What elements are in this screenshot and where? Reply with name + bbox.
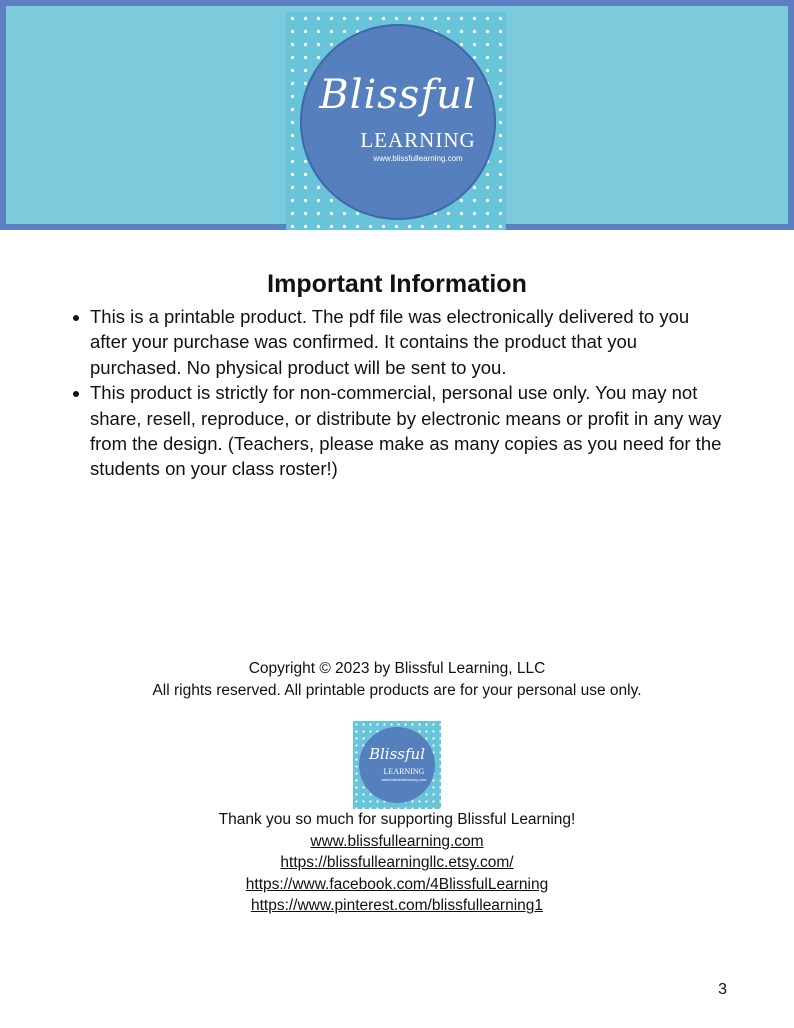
info-item-printable: This is a printable product. The pdf file was electronically delivered to you after your purchase was confirmed. It contains the product that you purchased. No physical product will be sent to you.	[90, 304, 730, 380]
copyright-block	[0, 658, 794, 702]
logo-url-text: www.blissfullearning.com	[373, 154, 463, 163]
facebook-link[interactable]: https://www.facebook.com/4BlissfulLearning	[245, 875, 549, 893]
small-logo	[353, 721, 441, 809]
info-item-usage: This product is strictly for non-commercial, personal use only. You may not share, resell, reproduce, or distribute by electronic means or profit in any way from the design. (Teachers, please make as many copies as you need for the students on your class roster!)	[90, 380, 730, 482]
small-logo-circle	[359, 727, 435, 803]
page-number: 3	[718, 981, 727, 998]
logo-script-text: Blissful	[319, 72, 477, 118]
logo-circle	[300, 24, 496, 220]
rights-text: All rights reserved. All printable products are for your personal use only.	[152, 682, 642, 699]
thanks-text: Thank you so much for supporting Blissful Learning!	[218, 811, 576, 828]
page-title: Important Information	[267, 270, 527, 298]
copyright-text: Copyright © 2023 by Blissful Learning, LLC	[248, 660, 546, 677]
logo-word-text: LEARNING	[360, 128, 476, 152]
pinterest-link[interactable]: https://www.pinterest.com/blissfullearning1	[250, 897, 544, 914]
small-logo-word-text: LEARNING	[383, 767, 425, 776]
etsy-link[interactable]: https://blissfullearningllc.etsy.com/	[280, 854, 514, 871]
header-banner	[0, 0, 794, 230]
website-link[interactable]: www.blissfullearning.com	[310, 832, 484, 850]
small-logo-url-text: www.blissfullearning.com	[381, 777, 427, 782]
small-logo-script-text: Blissful	[368, 745, 426, 763]
info-list	[90, 304, 730, 482]
logo	[286, 12, 506, 230]
links-block	[0, 809, 794, 917]
